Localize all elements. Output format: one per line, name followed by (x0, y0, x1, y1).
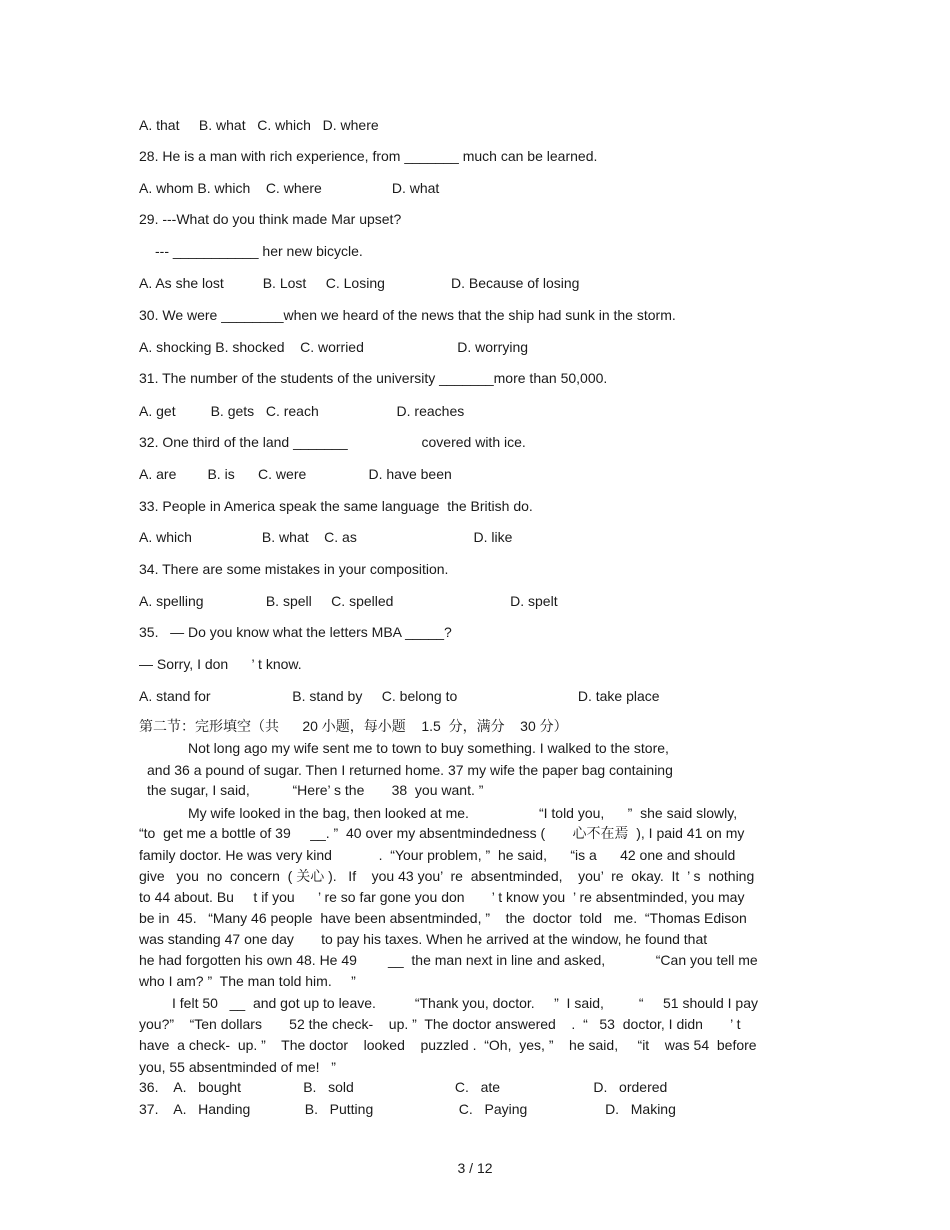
text-line: A. are B. is C. were D. have been (139, 466, 452, 482)
text-line: A. get B. gets C. reach D. reaches (139, 403, 465, 419)
text-line: I felt 50 __ and got up to leave. “Thank you, doctor. ” I said, “ 51 should I pay (172, 995, 758, 1011)
text-line: have a check- up. ” The doctor looked puzzled . “Oh, yes, ” he said, “it was 54 before (139, 1037, 757, 1053)
text-line: 33. People in America speak the same language the British do. (139, 498, 533, 514)
text-line: 28. He is a man with rich experience, from _______ much can be learned. (139, 148, 598, 164)
text-line: My wife looked in the bag, then looked at me. “I told you, ” she said slowly, (188, 805, 738, 821)
text-line: you, 55 absentminded of me! ” (139, 1059, 336, 1075)
text-line: A. As she lost B. Lost C. Losing D. Because of losing (139, 275, 580, 291)
text-line: to 44 about. Bu t if you ’ re so far gone you don ’ t know you ’ re absentminded, you may (139, 889, 745, 905)
text-line: 31. The number of the students of the university _______more than 50,000. (139, 370, 608, 386)
text-line: be in 45. “Many 46 people have been absentminded, ” the doctor told me. “Thomas Edison (139, 910, 747, 926)
text-line: “to get me a bottle of 39 __. ” 40 over my absentmindedness ( 心不在焉 ), I paid 41 on my (139, 825, 745, 841)
text-line: who I am? ” The man told him. ” (139, 973, 356, 989)
text-line: A. stand for B. stand by C. belong to D. take place (139, 688, 660, 704)
text-line: A. which B. what C. as D. like (139, 529, 513, 545)
text-line: 32. One third of the land _______ covered with ice. (139, 434, 526, 450)
text-line: was standing 47 one day to pay his taxes. When he arrived at the window, he found that (139, 931, 708, 947)
text-line: A. shocking B. shocked C. worried D. worrying (139, 339, 529, 355)
text-line: you?” “Ten dollars 52 the check- up. ” The doctor answered . “ 53 doctor, I didn ’ t (139, 1016, 741, 1032)
text-line: family doctor. He was very kind . “Your problem, ” he said, “is a 42 one and should (139, 847, 736, 863)
text-line: 37. A. Handing B. Putting C. Paying D. Making (139, 1101, 676, 1117)
text-line: 36. A. bought B. sold C. ate D. ordered (139, 1079, 668, 1095)
text-line: and 36 a pound of sugar. Then I returned home. 37 my wife the paper bag containing (147, 762, 673, 778)
text-line: A. whom B. which C. where D. what (139, 180, 440, 196)
text-line: give you no concern ( 关心 ). If you 43 you’ re absentminded, you’ re okay. It ’ s nothing (139, 868, 755, 884)
text-line: 29. ---What do you think made Mar upset? (139, 211, 402, 227)
text-line: 34. There are some mistakes in your composition. (139, 561, 449, 577)
page-number: 3 / 12 (457, 1160, 493, 1176)
text-line: 35. — Do you know what the letters MBA _____? (139, 624, 452, 640)
text-line: 30. We were ________when we heard of the news that the ship had sunk in the storm. (139, 307, 676, 323)
text-line: A. that B. what C. which D. where (139, 117, 379, 133)
text-line: A. spelling B. spell C. spelled D. spelt (139, 593, 558, 609)
text-line: — Sorry, I don ’ t know. (139, 656, 302, 672)
text-line: Not long ago my wife sent me to town to buy something. I walked to the store, (188, 740, 669, 756)
text-line: the sugar, I said, “Here’ s the 38 you want. ” (147, 782, 484, 798)
section-heading: 第二节：完形填空（共 20 小题，每小题 1.5 分，满分 30 分） (139, 718, 568, 734)
text-line: --- ___________ her new bicycle. (155, 243, 363, 259)
text-line: he had forgotten his own 48. He 49 __ the man next in line and asked, “Can you tell me (139, 952, 758, 968)
